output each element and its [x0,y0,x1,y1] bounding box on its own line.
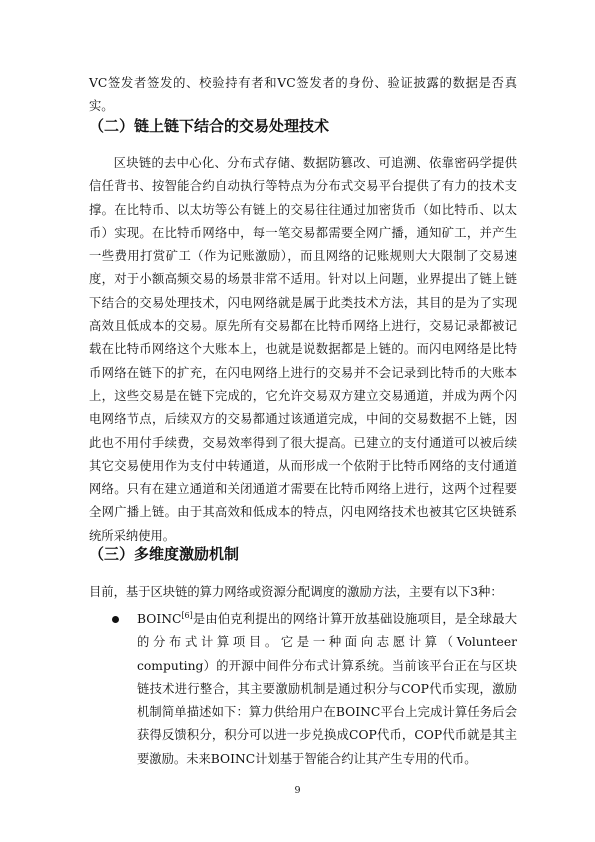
bullet-text [137,608,517,771]
section-2-body: 区块链的去中心化、分布式存储、数据防篡改、可追溯、依靠密码学提供信任背书、按智能合约自动执行等特点为分布式交易平台提供了有力的技术支撑。在比特币、以太坊等公有链上的交易往往通过加密货币（如比特币、以太币）实现。在比特币网络中，每一笔交易都需要全网广播，通知矿工，并产生一些费用打赏矿工（作为记账激励），而且网络的记账规则大大限制了交易速度，对于小额高频交易的场景非常不适用。针对以上问题，业界提出了链上链下结合的交易处理技术，闪电网络就是属于此类技术方法，其目的是为了实现高效且低成本的交易。原先所有交易都在比特币网络上进行，交易记录都被记载在比特币网络这个大账本上，也就是说数据都是上链的。而闪电网络是比特币网络在链下的扩充，在闪电网络上进行的交易并不会记录到比特币的大账本上，这些交易是在链下完成的，它允许交易双方建立交易通道，并成为两个闪电网络节点，后续双方的交易都通过该通道完成，中间的交易数据不上链，因此也不用付手续费，交易效率得到了很大提高。已建立的支付通道可以被后续其它交易使用作为支付中转通道，从而形成一个依附于比特币网络的支付通道网络。只有在建立通道和关闭通道才需要在比特币网络上进行，这两个过程要全网广播上链。由于其高效和低成本的特点，闪电网络技术也被其它区块链系统所采纳使用。 [89,156,517,543]
bullet-body: 是由伯克利提出的网络计算开放基础设施项目，是全球最大的分布式计算项目。它是一种面向志愿计算（Volunteer computing）的开源中间件分布式计算系统。当前该平台正在与区块链技术进行整合，其主要激励机制是通过积分与COP代币实现，激励机制简单描述如下：算力供给用户在BOINC平台上完成计算任务后会获得反馈积分，积分可以进一步兑换成COP代币，COP代币就是其主要激励。未来BOINC计划基于智能合约让其产生专用的代币。 [137,612,517,766]
section-heading-3: （三）多维度激励机制 [89,545,240,563]
bullet-dot-icon [112,616,119,623]
bullet-name: BOINC [137,612,182,626]
section-heading-2: （二）链上链下结合的交易处理技术 [89,117,330,135]
paragraph-top: VC签发者签发的、校验持有者和VC签发者的身份、验证披露的数据是否真实。 [89,76,517,114]
citation-ref: [6] [181,610,193,620]
page-number: 9 [294,785,301,796]
section-3-intro: 目前，基于区块链的算力网络或资源分配调度的激励方法，主要有以下3种： [89,585,503,599]
